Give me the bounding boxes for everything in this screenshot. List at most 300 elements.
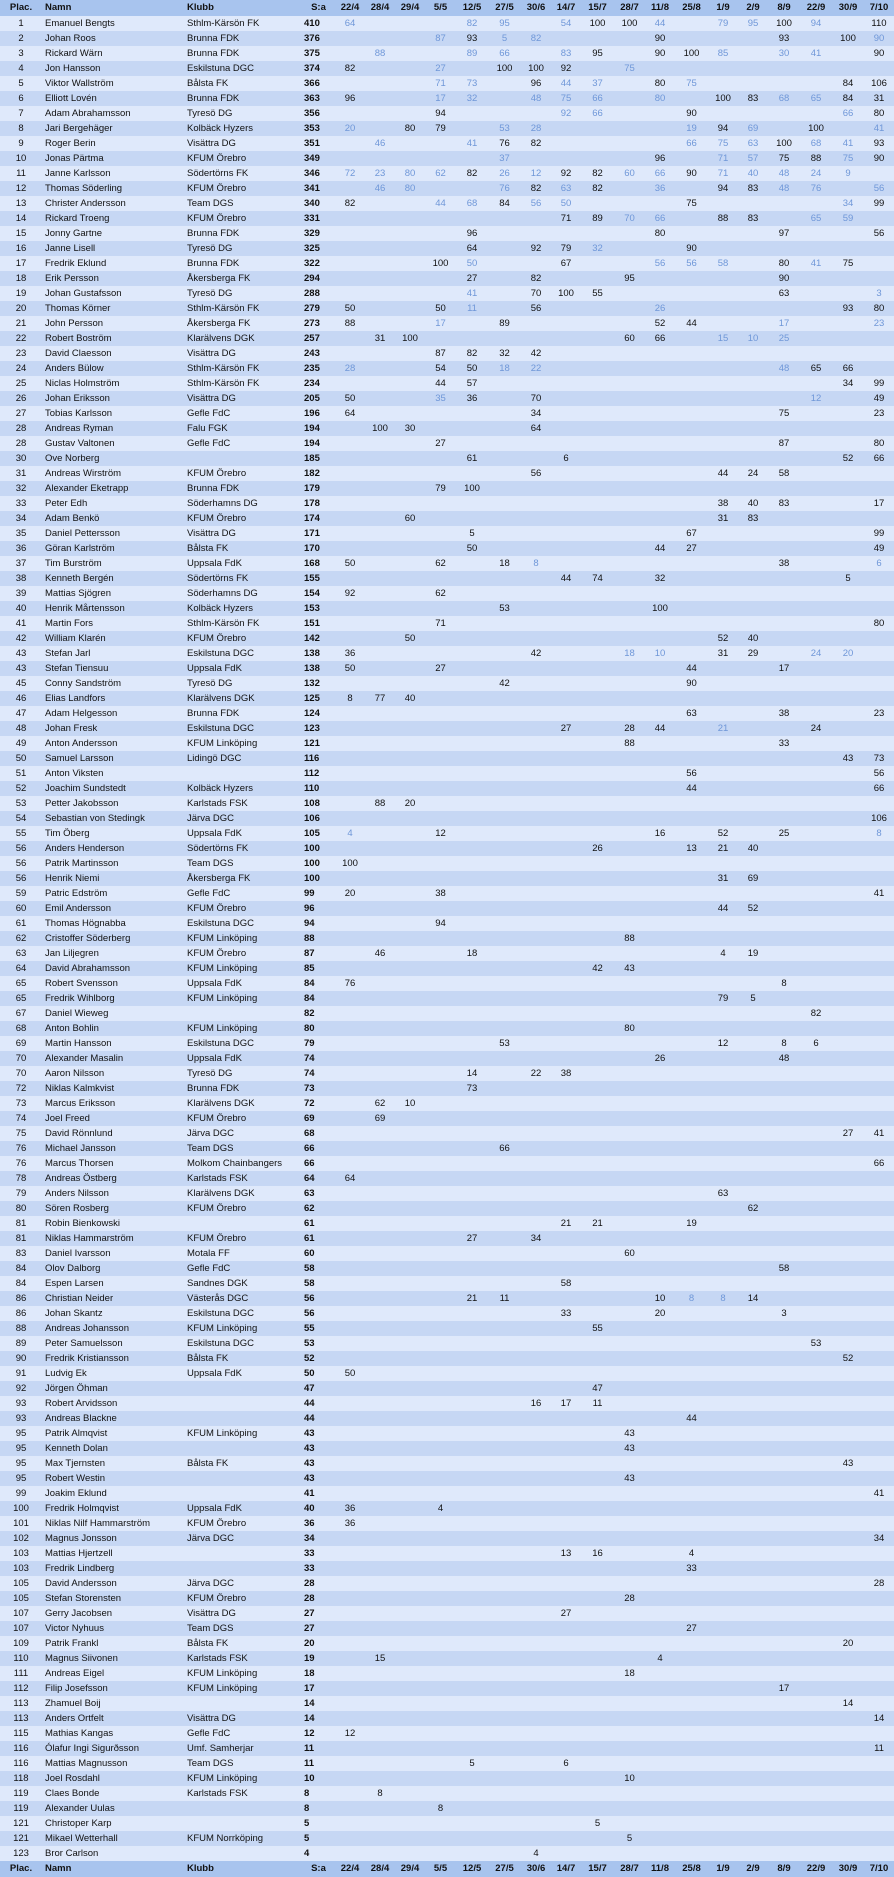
round-score-cell bbox=[365, 571, 395, 586]
round-header: 2/9 bbox=[738, 1861, 768, 1877]
round-score-cell bbox=[456, 721, 488, 736]
round-score-cell bbox=[551, 946, 581, 961]
round-score-cell bbox=[488, 1366, 521, 1381]
round-score-cell bbox=[395, 766, 425, 781]
total-score-cell: 142 bbox=[302, 631, 335, 646]
round-score-cell bbox=[488, 706, 521, 721]
round-score-cell bbox=[614, 526, 645, 541]
round-score-cell: 89 bbox=[488, 316, 521, 331]
round-score-cell bbox=[800, 616, 832, 631]
round-score-cell bbox=[488, 1846, 521, 1861]
table-row bbox=[0, 541, 894, 556]
placement-cell: 100 bbox=[0, 1501, 42, 1516]
round-score-cell bbox=[521, 256, 551, 271]
round-score-cell bbox=[864, 991, 894, 1006]
round-score-cell bbox=[425, 931, 456, 946]
round-score-cell bbox=[395, 1006, 425, 1021]
round-header: 27/5 bbox=[488, 1861, 521, 1877]
round-score-cell bbox=[456, 1576, 488, 1591]
round-score-cell bbox=[800, 586, 832, 601]
round-score-cell bbox=[800, 1786, 832, 1801]
round-header: 7/10 bbox=[864, 1861, 894, 1877]
round-score-cell bbox=[551, 766, 581, 781]
table-row bbox=[0, 46, 894, 61]
round-score-cell: 66 bbox=[488, 46, 521, 61]
round-score-cell bbox=[425, 331, 456, 346]
round-score-cell bbox=[645, 1636, 675, 1651]
player-name-cell: Henrik Niemi bbox=[42, 871, 184, 886]
round-score-cell bbox=[488, 1801, 521, 1816]
round-score-cell bbox=[768, 1201, 800, 1216]
round-score-cell bbox=[488, 376, 521, 391]
round-score-cell bbox=[800, 961, 832, 976]
player-name-cell: Bror Carlson bbox=[42, 1846, 184, 1861]
round-score-cell: 93 bbox=[864, 136, 894, 151]
round-score-cell bbox=[581, 871, 614, 886]
player-name-cell: Martin Fors bbox=[42, 616, 184, 631]
round-score-cell bbox=[738, 1531, 768, 1546]
round-score-cell bbox=[645, 1576, 675, 1591]
round-score-cell bbox=[488, 1561, 521, 1576]
total-score-cell: 41 bbox=[302, 1486, 335, 1501]
round-score-cell bbox=[581, 1801, 614, 1816]
round-score-cell bbox=[551, 1531, 581, 1546]
round-score-cell bbox=[425, 1186, 456, 1201]
round-score-cell bbox=[832, 1771, 864, 1786]
table-row bbox=[0, 1051, 894, 1066]
round-score-cell bbox=[800, 466, 832, 481]
round-score-cell bbox=[335, 1471, 365, 1486]
player-name-cell: Sören Rosberg bbox=[42, 1201, 184, 1216]
round-score-cell bbox=[645, 1096, 675, 1111]
table-row bbox=[0, 1096, 894, 1111]
round-score-cell: 90 bbox=[864, 151, 894, 166]
total-score-cell: 56 bbox=[302, 1291, 335, 1306]
round-score-cell bbox=[864, 1381, 894, 1396]
round-score-cell bbox=[832, 436, 864, 451]
round-score-cell bbox=[864, 1021, 894, 1036]
round-score-cell: 18 bbox=[488, 361, 521, 376]
round-score-cell bbox=[581, 1741, 614, 1756]
round-score-cell: 27 bbox=[425, 661, 456, 676]
placement-cell: 56 bbox=[0, 871, 42, 886]
round-score-cell: 42 bbox=[581, 961, 614, 976]
round-score-cell bbox=[800, 766, 832, 781]
total-score-cell: 100 bbox=[302, 871, 335, 886]
round-score-cell bbox=[800, 1051, 832, 1066]
total-score-cell: 63 bbox=[302, 1186, 335, 1201]
round-score-cell: 106 bbox=[864, 76, 894, 91]
round-score-cell bbox=[645, 1126, 675, 1141]
round-score-cell bbox=[768, 571, 800, 586]
round-score-cell bbox=[768, 481, 800, 496]
round-score-cell: 6 bbox=[551, 1756, 581, 1771]
round-score-cell bbox=[864, 1786, 894, 1801]
round-score-cell bbox=[395, 256, 425, 271]
round-score-cell bbox=[800, 226, 832, 241]
round-header: 11/8 bbox=[645, 0, 675, 16]
total-score-cell: 351 bbox=[302, 136, 335, 151]
club-cell: Sthlm-Kärsön FK bbox=[184, 376, 302, 391]
round-score-cell bbox=[738, 1816, 768, 1831]
club-cell: Uppsala FdK bbox=[184, 976, 302, 991]
round-score-cell: 65 bbox=[800, 211, 832, 226]
round-score-cell bbox=[832, 766, 864, 781]
placement-cell: 34 bbox=[0, 511, 42, 526]
round-score-cell bbox=[675, 1066, 708, 1081]
round-score-cell bbox=[456, 751, 488, 766]
round-score-cell bbox=[800, 511, 832, 526]
round-score-cell bbox=[488, 1336, 521, 1351]
placement-cell: 43 bbox=[0, 661, 42, 676]
table-row bbox=[0, 1486, 894, 1501]
round-score-cell bbox=[551, 1786, 581, 1801]
club-cell: Brunna FDK bbox=[184, 256, 302, 271]
round-score-cell: 4 bbox=[335, 826, 365, 841]
table-row bbox=[0, 1216, 894, 1231]
round-score-cell bbox=[395, 1216, 425, 1231]
total-score-cell: 85 bbox=[302, 961, 335, 976]
round-score-cell bbox=[614, 991, 645, 1006]
player-name-cell: Kenneth Bergén bbox=[42, 571, 184, 586]
round-score-cell bbox=[335, 1636, 365, 1651]
round-score-cell bbox=[488, 886, 521, 901]
round-score-cell bbox=[675, 586, 708, 601]
placement-cell: 76 bbox=[0, 1141, 42, 1156]
round-score-cell bbox=[521, 871, 551, 886]
table-row bbox=[0, 1381, 894, 1396]
round-score-cell bbox=[425, 1456, 456, 1471]
round-score-cell bbox=[365, 736, 395, 751]
round-score-cell: 44 bbox=[425, 376, 456, 391]
total-score-cell: 100 bbox=[302, 856, 335, 871]
round-score-cell bbox=[551, 1456, 581, 1471]
round-score-cell bbox=[645, 751, 675, 766]
round-score-cell bbox=[645, 631, 675, 646]
round-score-cell bbox=[864, 586, 894, 601]
round-score-cell: 10 bbox=[738, 331, 768, 346]
total-score-cell: 80 bbox=[302, 1021, 335, 1036]
round-score-cell: 36 bbox=[335, 646, 365, 661]
round-score-cell bbox=[832, 1681, 864, 1696]
round-score-cell bbox=[614, 1111, 645, 1126]
round-score-cell bbox=[425, 16, 456, 31]
round-score-cell: 59 bbox=[832, 211, 864, 226]
placement-cell: 26 bbox=[0, 391, 42, 406]
round-score-cell bbox=[832, 1801, 864, 1816]
round-score-cell bbox=[425, 721, 456, 736]
club-cell: Klarälvens DGK bbox=[184, 691, 302, 706]
round-score-cell bbox=[614, 1081, 645, 1096]
table-row bbox=[0, 241, 894, 256]
total-score-cell: 11 bbox=[302, 1741, 335, 1756]
round-score-cell bbox=[456, 1711, 488, 1726]
round-score-cell bbox=[768, 1021, 800, 1036]
club-cell: Åkersberga FK bbox=[184, 271, 302, 286]
round-score-cell bbox=[521, 1471, 551, 1486]
round-score-cell bbox=[768, 886, 800, 901]
round-score-cell bbox=[488, 1381, 521, 1396]
round-score-cell bbox=[768, 1066, 800, 1081]
round-score-cell bbox=[864, 1036, 894, 1051]
round-score-cell: 64 bbox=[521, 421, 551, 436]
round-score-cell bbox=[738, 1006, 768, 1021]
placement-cell: 54 bbox=[0, 811, 42, 826]
round-score-cell: 26 bbox=[488, 166, 521, 181]
round-score-cell bbox=[832, 1381, 864, 1396]
round-score-cell bbox=[521, 436, 551, 451]
round-score-cell bbox=[800, 1576, 832, 1591]
round-score-cell: 44 bbox=[551, 76, 581, 91]
round-score-cell bbox=[551, 691, 581, 706]
round-score-cell bbox=[800, 526, 832, 541]
total-score-cell: 53 bbox=[302, 1336, 335, 1351]
round-score-cell bbox=[581, 1786, 614, 1801]
round-score-cell bbox=[551, 1201, 581, 1216]
round-score-cell bbox=[521, 1351, 551, 1366]
round-score-cell bbox=[738, 1486, 768, 1501]
round-score-cell bbox=[425, 1411, 456, 1426]
round-score-cell bbox=[551, 976, 581, 991]
round-score-cell bbox=[581, 1636, 614, 1651]
round-score-cell bbox=[864, 916, 894, 931]
round-score-cell: 29 bbox=[738, 646, 768, 661]
player-name-cell: Emanuel Bengts bbox=[42, 16, 184, 31]
round-score-cell bbox=[581, 1501, 614, 1516]
round-score-cell bbox=[645, 1246, 675, 1261]
round-score-cell bbox=[521, 1006, 551, 1021]
placement-cell: 55 bbox=[0, 826, 42, 841]
table-row bbox=[0, 1081, 894, 1096]
round-score-cell bbox=[335, 136, 365, 151]
round-score-cell bbox=[614, 76, 645, 91]
round-score-cell bbox=[581, 1171, 614, 1186]
round-score-cell bbox=[738, 1426, 768, 1441]
round-score-cell: 50 bbox=[551, 196, 581, 211]
placement-cell: 39 bbox=[0, 586, 42, 601]
round-score-cell: 66 bbox=[864, 781, 894, 796]
total-score-cell: 375 bbox=[302, 46, 335, 61]
round-score-cell bbox=[614, 1786, 645, 1801]
round-score-cell bbox=[425, 796, 456, 811]
round-score-cell bbox=[335, 1351, 365, 1366]
round-score-cell bbox=[456, 1381, 488, 1396]
round-score-cell bbox=[708, 106, 738, 121]
round-score-cell bbox=[395, 1531, 425, 1546]
round-score-cell bbox=[708, 1606, 738, 1621]
round-score-cell bbox=[864, 481, 894, 496]
round-score-cell bbox=[768, 646, 800, 661]
round-score-cell bbox=[832, 991, 864, 1006]
round-score-cell bbox=[365, 1261, 395, 1276]
round-score-cell bbox=[738, 1756, 768, 1771]
round-score-cell bbox=[365, 1006, 395, 1021]
club-cell: KFUM Örebro bbox=[184, 151, 302, 166]
round-score-cell: 18 bbox=[456, 946, 488, 961]
round-score-cell bbox=[488, 736, 521, 751]
total-score-cell: 36 bbox=[302, 1516, 335, 1531]
round-score-cell bbox=[675, 1756, 708, 1771]
placement-cell: 4 bbox=[0, 61, 42, 76]
round-score-cell: 96 bbox=[456, 226, 488, 241]
round-score-cell bbox=[675, 1471, 708, 1486]
round-score-cell bbox=[708, 766, 738, 781]
round-score-cell bbox=[645, 1021, 675, 1036]
round-score-cell bbox=[864, 1831, 894, 1846]
round-score-cell bbox=[521, 1681, 551, 1696]
round-score-cell bbox=[521, 1081, 551, 1096]
round-score-cell bbox=[335, 916, 365, 931]
round-score-cell bbox=[645, 1156, 675, 1171]
round-header: 22/9 bbox=[800, 0, 832, 16]
round-score-cell bbox=[395, 151, 425, 166]
round-score-cell bbox=[395, 1831, 425, 1846]
player-name-cell: Adam Helgesson bbox=[42, 706, 184, 721]
round-score-cell bbox=[456, 1786, 488, 1801]
table-row bbox=[0, 1621, 894, 1636]
round-header: 14/7 bbox=[551, 0, 581, 16]
round-score-cell bbox=[551, 1126, 581, 1141]
round-score-cell bbox=[645, 706, 675, 721]
round-score-cell bbox=[614, 661, 645, 676]
round-score-cell bbox=[365, 391, 395, 406]
round-score-cell bbox=[832, 526, 864, 541]
round-score-cell bbox=[488, 1411, 521, 1426]
placement-cell: 65 bbox=[0, 976, 42, 991]
club-cell: Uppsala FdK bbox=[184, 1366, 302, 1381]
round-score-cell bbox=[488, 1636, 521, 1651]
round-score-cell bbox=[614, 1396, 645, 1411]
player-name-cell: Elliott Lovén bbox=[42, 91, 184, 106]
round-score-cell bbox=[456, 781, 488, 796]
placement-cell: 27 bbox=[0, 406, 42, 421]
round-score-cell bbox=[614, 1096, 645, 1111]
round-score-cell bbox=[675, 391, 708, 406]
placement-cell: 119 bbox=[0, 1786, 42, 1801]
round-score-cell bbox=[365, 1351, 395, 1366]
round-score-cell bbox=[456, 1741, 488, 1756]
table-row bbox=[0, 181, 894, 196]
round-score-cell bbox=[675, 1726, 708, 1741]
player-name-cell: Petter Jakobsson bbox=[42, 796, 184, 811]
round-score-cell bbox=[738, 1711, 768, 1726]
club-cell: Söderhamns DG bbox=[184, 586, 302, 601]
round-score-cell bbox=[738, 406, 768, 421]
placement-cell: 95 bbox=[0, 1441, 42, 1456]
round-score-cell bbox=[832, 1531, 864, 1546]
round-score-cell bbox=[614, 616, 645, 631]
round-score-cell bbox=[800, 871, 832, 886]
club-cell: Bålsta FK bbox=[184, 1636, 302, 1651]
table-row bbox=[0, 526, 894, 541]
round-score-cell bbox=[488, 1201, 521, 1216]
round-score-cell bbox=[800, 1591, 832, 1606]
round-score-cell bbox=[395, 1411, 425, 1426]
club-cell: KFUM Linköping bbox=[184, 736, 302, 751]
round-score-cell bbox=[738, 616, 768, 631]
round-score-cell bbox=[395, 1711, 425, 1726]
round-score-cell bbox=[488, 1231, 521, 1246]
club-cell: Tyresö DG bbox=[184, 286, 302, 301]
table-row bbox=[0, 511, 894, 526]
round-score-cell bbox=[365, 886, 395, 901]
round-score-cell bbox=[738, 301, 768, 316]
round-score-cell bbox=[521, 1141, 551, 1156]
round-score-cell: 67 bbox=[551, 256, 581, 271]
round-score-cell bbox=[800, 496, 832, 511]
round-score-cell bbox=[800, 1741, 832, 1756]
total-score-cell: 235 bbox=[302, 361, 335, 376]
table-row bbox=[0, 1141, 894, 1156]
round-score-cell bbox=[335, 1141, 365, 1156]
round-score-cell bbox=[521, 1216, 551, 1231]
sum-footer: S:a bbox=[302, 1861, 335, 1877]
round-score-cell bbox=[581, 31, 614, 46]
round-score-cell bbox=[456, 1681, 488, 1696]
round-score-cell bbox=[335, 1816, 365, 1831]
player-name-cell: Adam Benkö bbox=[42, 511, 184, 526]
round-score-cell bbox=[768, 196, 800, 211]
placement-cell: 72 bbox=[0, 1081, 42, 1096]
total-score-cell: 205 bbox=[302, 391, 335, 406]
round-score-cell bbox=[800, 811, 832, 826]
round-score-cell: 53 bbox=[488, 121, 521, 136]
round-score-cell bbox=[800, 1666, 832, 1681]
round-score-cell bbox=[738, 1066, 768, 1081]
round-score-cell bbox=[425, 1006, 456, 1021]
round-score-cell bbox=[738, 1111, 768, 1126]
round-score-cell bbox=[581, 466, 614, 481]
round-score-cell bbox=[581, 1021, 614, 1036]
round-score-cell: 87 bbox=[425, 346, 456, 361]
round-score-cell bbox=[708, 31, 738, 46]
round-score-cell bbox=[768, 1726, 800, 1741]
round-score-cell bbox=[335, 106, 365, 121]
round-score-cell bbox=[708, 1081, 738, 1096]
table-row bbox=[0, 1321, 894, 1336]
player-name-cell: David Claesson bbox=[42, 346, 184, 361]
round-score-cell: 82 bbox=[335, 196, 365, 211]
round-score-cell: 23 bbox=[365, 166, 395, 181]
round-score-cell bbox=[551, 706, 581, 721]
table-row bbox=[0, 691, 894, 706]
round-score-cell bbox=[488, 436, 521, 451]
round-score-cell bbox=[645, 1456, 675, 1471]
round-score-cell bbox=[456, 991, 488, 1006]
round-score-cell: 100 bbox=[551, 286, 581, 301]
table-row bbox=[0, 811, 894, 826]
round-score-cell bbox=[365, 1036, 395, 1051]
table-row bbox=[0, 1261, 894, 1276]
round-score-cell bbox=[335, 1801, 365, 1816]
round-score-cell: 48 bbox=[521, 91, 551, 106]
table-row bbox=[0, 871, 894, 886]
round-score-cell bbox=[551, 1711, 581, 1726]
total-score-cell: 125 bbox=[302, 691, 335, 706]
round-score-cell bbox=[614, 676, 645, 691]
round-score-cell bbox=[708, 1666, 738, 1681]
total-score-cell: 94 bbox=[302, 916, 335, 931]
round-score-cell bbox=[675, 1126, 708, 1141]
round-score-cell bbox=[708, 571, 738, 586]
round-score-cell: 14 bbox=[738, 1291, 768, 1306]
round-score-cell bbox=[551, 511, 581, 526]
round-score-cell bbox=[864, 946, 894, 961]
sum-header: S:a bbox=[302, 0, 335, 16]
round-score-cell bbox=[864, 1216, 894, 1231]
total-score-cell: 43 bbox=[302, 1456, 335, 1471]
round-score-cell bbox=[645, 1591, 675, 1606]
